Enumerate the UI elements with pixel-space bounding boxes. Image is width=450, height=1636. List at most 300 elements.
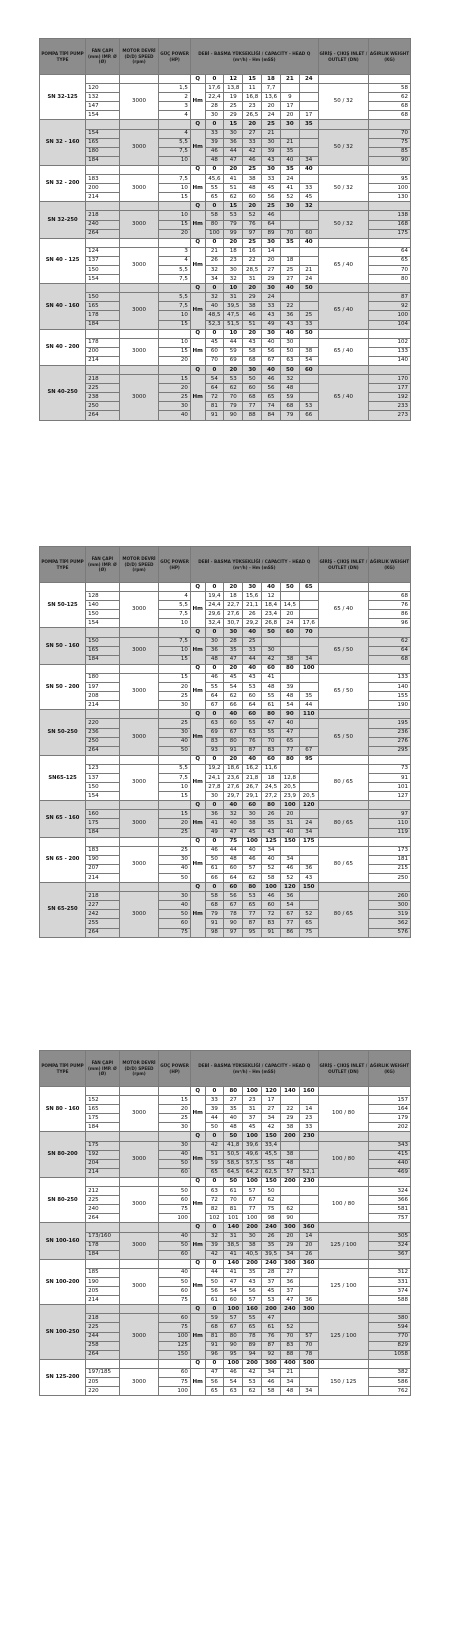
header-pump-type: POMPA TİPİ PUMP TYPE <box>40 39 86 75</box>
empty-cell <box>159 883 190 892</box>
head-value: 65 <box>262 393 281 402</box>
pump-model-block <box>40 238 411 283</box>
head-value: 61 <box>224 1187 243 1196</box>
inlet-outlet: 50 / 32 <box>318 84 368 120</box>
pump-model-name: SN 40 - 125 <box>40 238 86 283</box>
head-value: 18 <box>224 247 243 256</box>
motor-speed: 3000 <box>119 592 159 628</box>
weight-value: 469 <box>369 1168 411 1177</box>
empty-cell <box>369 1259 411 1268</box>
pump-model-name: SN 65 - 200 <box>40 837 86 882</box>
table-row <box>40 129 411 138</box>
empty-cell <box>318 284 368 293</box>
power-value: 60 <box>159 1287 190 1296</box>
head-value: 45 <box>205 338 224 347</box>
head-value: 90 <box>224 411 243 420</box>
head-value: 58 <box>243 347 262 356</box>
head-value: 29 <box>280 1114 299 1123</box>
head-value: 70 <box>280 1332 299 1341</box>
head-value: 50 <box>280 347 299 356</box>
head-value: 88 <box>280 1350 299 1359</box>
head-value: 36 <box>280 1277 299 1286</box>
head-value: 59 <box>205 1314 224 1323</box>
head-value <box>299 1378 318 1387</box>
head-value: 27,2 <box>262 792 281 801</box>
head-value <box>299 601 318 610</box>
empty-cell <box>318 801 368 810</box>
capacity-value: 20 <box>224 366 243 375</box>
head-label: Hm <box>190 1232 205 1259</box>
weight-value: 181 <box>369 855 411 864</box>
head-value: 68 <box>205 901 224 910</box>
head-value: 46 <box>262 1378 281 1387</box>
empty-cell <box>369 583 411 592</box>
capacity-value: 160 <box>243 1305 262 1314</box>
head-value: 87 <box>243 919 262 928</box>
empty-cell <box>86 120 120 129</box>
head-value: 29,7 <box>224 792 243 801</box>
empty-cell <box>318 75 368 84</box>
empty-cell <box>369 883 411 892</box>
power-value: 50 <box>159 1159 190 1168</box>
impeller-diameter: 264 <box>86 1214 120 1223</box>
impeller-diameter: 220 <box>86 719 120 728</box>
head-value: 32 <box>280 375 299 384</box>
head-value: 58 <box>262 874 281 883</box>
head-value: 68 <box>280 402 299 411</box>
weight-value: 133 <box>369 673 411 682</box>
weight-value: 86 <box>369 610 411 619</box>
power-value: 25 <box>159 719 190 728</box>
impeller-diameter: 175 <box>86 819 120 828</box>
head-label: Hm <box>190 1187 205 1223</box>
power-value: 75 <box>159 928 190 937</box>
head-value: 45,6 <box>205 175 224 184</box>
head-value: 17 <box>262 1096 281 1105</box>
motor-speed: 3000 <box>119 1096 159 1132</box>
head-value: 41 <box>280 184 299 193</box>
impeller-diameter: 207 <box>86 864 120 873</box>
power-value: 40 <box>159 1232 190 1241</box>
impeller-diameter: 205 <box>86 1287 120 1296</box>
head-value: 28 <box>224 637 243 646</box>
head-value: 67 <box>224 728 243 737</box>
head-value: 65 <box>243 901 262 910</box>
capacity-value: 20 <box>224 583 243 592</box>
power-value: 5,5 <box>159 764 190 773</box>
head-value <box>299 592 318 601</box>
weight-value: 104 <box>369 320 411 329</box>
header-power: GÜÇ POWER (HP) <box>159 39 190 75</box>
head-value: 50 <box>205 855 224 864</box>
power-value: 75 <box>159 1378 190 1387</box>
pump-model-name: SN 32-125 <box>40 75 86 120</box>
capacity-value: 20 <box>243 120 262 129</box>
head-value: 33 <box>205 129 224 138</box>
capacity-value: 20 <box>224 165 243 174</box>
head-value: 53 <box>224 375 243 384</box>
capacity-value: 70 <box>299 628 318 637</box>
head-value: 100 <box>243 1214 262 1223</box>
capacity-value: 20 <box>224 755 243 764</box>
motor-speed: 3000 <box>119 293 159 329</box>
capacity-row <box>40 883 411 892</box>
power-value: 15 <box>159 347 190 356</box>
head-value: 42 <box>262 655 281 664</box>
head-label: Hm <box>190 1096 205 1132</box>
head-value: 79 <box>205 910 224 919</box>
head-value: 46 <box>262 211 281 220</box>
head-value: 83 <box>280 1341 299 1350</box>
head-value: 55 <box>205 184 224 193</box>
capacity-value: 21 <box>280 75 299 84</box>
capacity-value: 20 <box>224 664 243 673</box>
empty-cell <box>318 202 368 211</box>
head-value: 27 <box>262 265 281 274</box>
motor-speed: 3000 <box>119 247 159 283</box>
head-value: 46 <box>205 846 224 855</box>
head-value <box>299 147 318 156</box>
head-value: 66 <box>299 411 318 420</box>
head-value <box>299 683 318 692</box>
weight-value: 324 <box>369 1187 411 1196</box>
pump-model-block <box>40 1305 411 1360</box>
head-value: 47 <box>280 1296 299 1305</box>
impeller-diameter: 150 <box>86 610 120 619</box>
head-value: 16,8 <box>243 93 262 102</box>
weight-value: 260 <box>369 892 411 901</box>
empty-cell <box>318 1305 368 1314</box>
impeller-diameter: 197/185 <box>86 1368 120 1377</box>
inlet-outlet: 65 / 50 <box>318 637 368 664</box>
inlet-outlet: 100 / 80 <box>318 1187 368 1223</box>
head-value: 24,5 <box>262 783 281 792</box>
motor-speed: 3000 <box>119 1314 159 1359</box>
impeller-diameter: 218 <box>86 1314 120 1323</box>
capacity-row <box>40 202 411 211</box>
capacity-label: Q <box>190 1087 205 1096</box>
empty-cell <box>119 1305 159 1314</box>
head-value <box>299 393 318 402</box>
power-value: 60 <box>159 1250 190 1259</box>
head-value: 62,5 <box>262 1168 281 1177</box>
empty-cell <box>86 664 120 673</box>
empty-cell <box>119 284 159 293</box>
head-value: 52 <box>280 1323 299 1332</box>
head-value: 91 <box>205 411 224 420</box>
table-header-row <box>40 1051 411 1087</box>
head-value: 23 <box>299 1114 318 1123</box>
capacity-value: 200 <box>243 1259 262 1268</box>
head-value <box>299 1214 318 1223</box>
head-label: Hm <box>190 1314 205 1359</box>
header-power: GÜÇ POWER (HP) <box>159 1051 190 1087</box>
empty-cell <box>119 1132 159 1141</box>
capacity-row <box>40 1223 411 1232</box>
empty-cell <box>318 238 368 247</box>
impeller-diameter: 250 <box>86 737 120 746</box>
head-value: 61 <box>205 864 224 873</box>
power-value: 10 <box>159 783 190 792</box>
head-value: 66 <box>224 701 243 710</box>
power-value: 15 <box>159 1096 190 1105</box>
empty-cell <box>369 1087 411 1096</box>
head-value <box>299 1287 318 1296</box>
impeller-diameter: 242 <box>86 910 120 919</box>
head-value: 40 <box>280 156 299 165</box>
capacity-value: 100 <box>243 1087 262 1096</box>
capacity-value: 360 <box>299 1223 318 1232</box>
head-value <box>299 728 318 737</box>
table-row <box>40 293 411 302</box>
capacity-row <box>40 710 411 719</box>
head-value: 55 <box>243 1314 262 1323</box>
power-value: 3 <box>159 102 190 111</box>
head-value <box>280 1096 299 1105</box>
weight-value: 100 <box>369 184 411 193</box>
impeller-diameter: 165 <box>86 646 120 655</box>
empty-cell <box>86 837 120 846</box>
empty-cell <box>119 628 159 637</box>
head-value: 16,2 <box>243 764 262 773</box>
weight-value: 177 <box>369 384 411 393</box>
head-value: 47 <box>224 1277 243 1286</box>
pump-model-block <box>40 583 411 628</box>
empty-cell <box>86 366 120 375</box>
head-value: 65 <box>280 737 299 746</box>
impeller-diameter: 264 <box>86 928 120 937</box>
empty-cell <box>86 1259 120 1268</box>
head-value: 21,8 <box>243 773 262 782</box>
pump-model-block <box>40 837 411 882</box>
head-value: 94 <box>243 1350 262 1359</box>
capacity-value: 40 <box>262 366 281 375</box>
impeller-diameter: 214 <box>86 1296 120 1305</box>
empty-cell <box>159 1305 190 1314</box>
head-value <box>299 84 318 93</box>
power-value: 15 <box>159 375 190 384</box>
power-value: 50 <box>159 1277 190 1286</box>
head-value: 57 <box>243 1296 262 1305</box>
empty-cell <box>369 329 411 338</box>
head-value: 48 <box>280 384 299 393</box>
head-value <box>299 247 318 256</box>
empty-cell <box>86 801 120 810</box>
head-value: 98 <box>262 1214 281 1223</box>
head-value: 39,5 <box>224 302 243 311</box>
power-value: 40 <box>159 737 190 746</box>
head-value: 64,2 <box>243 1168 262 1177</box>
capacity-value: 200 <box>243 1359 262 1368</box>
head-value: 75 <box>262 1205 281 1214</box>
impeller-diameter: 150 <box>86 293 120 302</box>
head-value: 62 <box>243 874 262 883</box>
head-value: 50 <box>243 375 262 384</box>
capacity-value: 50 <box>280 366 299 375</box>
head-label: Hm <box>190 673 205 709</box>
header-inlet-outlet: GİRİŞ - ÇIKIŞ INLET / OUTLET (DN) <box>318 39 368 75</box>
head-value: 53 <box>262 1296 281 1305</box>
weight-value: 300 <box>369 901 411 910</box>
capacity-label: Q <box>190 329 205 338</box>
weight-value: 273 <box>369 411 411 420</box>
head-value: 101 <box>224 1214 243 1223</box>
capacity-value: 100 <box>243 1177 262 1186</box>
head-value: 26 <box>262 1232 281 1241</box>
head-value: 31 <box>243 275 262 284</box>
power-value: 100 <box>159 1387 190 1396</box>
capacity-value: 0 <box>205 1259 224 1268</box>
weight-value: 92 <box>369 302 411 311</box>
capacity-value: 0 <box>205 628 224 637</box>
head-value: 56 <box>262 384 281 393</box>
head-value: 67 <box>280 910 299 919</box>
head-value: 95 <box>224 1350 243 1359</box>
head-value: 21,1 <box>243 601 262 610</box>
head-value: 52 <box>280 193 299 202</box>
head-value: 78 <box>299 1350 318 1359</box>
power-value: 20 <box>159 819 190 828</box>
weight-value: 68 <box>369 102 411 111</box>
empty-cell <box>369 284 411 293</box>
head-value: 30 <box>243 1232 262 1241</box>
power-value: 30 <box>159 1123 190 1132</box>
head-value: 35 <box>299 692 318 701</box>
head-value <box>299 93 318 102</box>
head-value: 34 <box>299 1387 318 1396</box>
capacity-value: 0 <box>205 202 224 211</box>
head-value: 18 <box>224 592 243 601</box>
capacity-label: Q <box>190 583 205 592</box>
empty-cell <box>86 1177 120 1186</box>
inlet-outlet: 65 / 40 <box>318 375 368 420</box>
motor-speed: 3000 <box>119 175 159 202</box>
head-value: 45 <box>243 1123 262 1132</box>
capacity-value: 30 <box>262 165 281 174</box>
power-value: 100 <box>159 1214 190 1223</box>
head-value: 9 <box>280 93 299 102</box>
head-value: 89 <box>243 1341 262 1350</box>
pump-model-block <box>40 75 411 120</box>
head-value: 76 <box>262 1332 281 1341</box>
head-value: 39 <box>280 683 299 692</box>
table-row <box>40 1268 411 1277</box>
weight-value: 64 <box>369 646 411 655</box>
head-value: 20 <box>262 256 281 265</box>
weight-value: 168 <box>369 220 411 229</box>
capacity-label: Q <box>190 801 205 810</box>
head-value: 39,5 <box>262 1250 281 1259</box>
head-value: 18,6 <box>224 764 243 773</box>
pump-model-name: SN 50-125 <box>40 583 86 628</box>
head-value: 30 <box>224 265 243 274</box>
head-value: 38 <box>299 347 318 356</box>
head-value: 32 <box>205 265 224 274</box>
head-value: 46 <box>243 855 262 864</box>
head-value: 63 <box>243 728 262 737</box>
impeller-diameter: 214 <box>86 701 120 710</box>
impeller-diameter: 154 <box>86 275 120 284</box>
inlet-outlet: 65 / 40 <box>318 293 368 329</box>
weight-value: 70 <box>369 129 411 138</box>
pump-model-name: SN 80-200 <box>40 1132 86 1177</box>
power-value: 10 <box>159 311 190 320</box>
head-value: 48 <box>280 1159 299 1168</box>
head-value: 50 <box>205 1277 224 1286</box>
head-value: 32,4 <box>205 619 224 628</box>
head-value: 24,1 <box>205 773 224 782</box>
empty-cell <box>369 837 411 846</box>
head-value <box>280 1187 299 1196</box>
head-value: 19,4 <box>205 592 224 601</box>
head-value: 100 <box>205 229 224 238</box>
power-value: 50 <box>159 1187 190 1196</box>
capacity-value: 24 <box>299 75 318 84</box>
head-value: 27,8 <box>205 783 224 792</box>
head-value: 96 <box>205 1350 224 1359</box>
head-value: 46 <box>205 673 224 682</box>
power-value: 25 <box>159 828 190 837</box>
inlet-outlet: 125 / 100 <box>318 1232 368 1259</box>
head-value: 35 <box>243 1268 262 1277</box>
empty-cell <box>86 883 120 892</box>
head-value <box>299 175 318 184</box>
empty-cell <box>318 1177 368 1186</box>
empty-cell <box>119 238 159 247</box>
weight-value: 250 <box>369 874 411 883</box>
head-value: 24 <box>280 619 299 628</box>
head-value: 74 <box>262 402 281 411</box>
head-value: 33 <box>299 1123 318 1132</box>
pump-model-name: SN 32 - 200 <box>40 165 86 201</box>
impeller-diameter: 225 <box>86 1323 120 1332</box>
head-value: 80 <box>224 1332 243 1341</box>
capacity-value: 25 <box>243 238 262 247</box>
head-value: 45,5 <box>262 1150 281 1159</box>
capacity-label: Q <box>190 284 205 293</box>
capacity-value: 0 <box>205 1305 224 1314</box>
head-value: 93 <box>205 746 224 755</box>
pump-model-name: SN 32 - 160 <box>40 120 86 165</box>
pump-model-name: SN 40 - 200 <box>40 329 86 365</box>
capacity-value: 30 <box>262 284 281 293</box>
head-value <box>280 673 299 682</box>
table-row <box>40 846 411 855</box>
empty-cell <box>369 1177 411 1186</box>
head-value: 56 <box>205 1378 224 1387</box>
empty-cell <box>318 329 368 338</box>
capacity-row <box>40 238 411 247</box>
empty-cell <box>119 883 159 892</box>
head-value: 41 <box>205 819 224 828</box>
impeller-diameter: 218 <box>86 375 120 384</box>
head-value: 35 <box>262 819 281 828</box>
head-value: 47 <box>224 655 243 664</box>
empty-cell <box>119 1223 159 1232</box>
pump-model-block <box>40 664 411 709</box>
power-value: 7,5 <box>159 302 190 311</box>
impeller-diameter: 160 <box>86 810 120 819</box>
head-value: 48,5 <box>205 311 224 320</box>
impeller-diameter: 200 <box>86 347 120 356</box>
capacity-value: 35 <box>280 165 299 174</box>
motor-speed: 3000 <box>119 1268 159 1304</box>
spec-table-2 <box>39 546 411 938</box>
empty-cell <box>86 1223 120 1232</box>
empty-cell <box>86 165 120 174</box>
weight-value: 343 <box>369 1141 411 1150</box>
head-value: 33 <box>262 302 281 311</box>
